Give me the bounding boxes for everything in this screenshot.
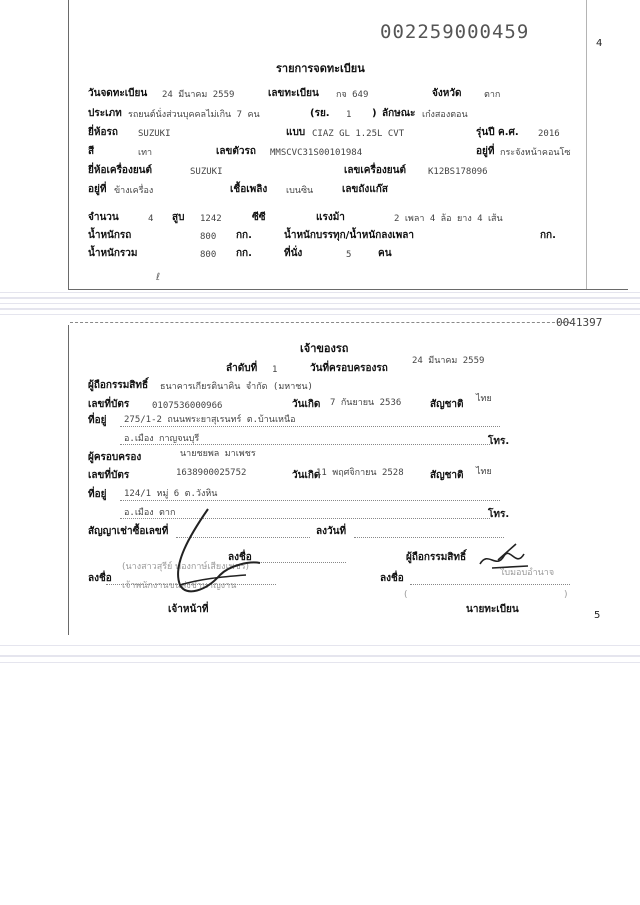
occupant-address-line1: 124/1 หมู่ 6 ต.วังหิน	[124, 489, 218, 499]
vin-location-value: กระจังหน้าคอนโซ	[500, 148, 571, 158]
horsepower-label: แรงม้า	[316, 212, 345, 223]
plate-label: เลขทะเบียน	[268, 88, 319, 99]
axles-wheels-value: 2 เพลา 4 ล้อ ยาง 4 เส้น	[394, 214, 503, 224]
dotted-line	[120, 426, 500, 427]
vin-value: MMSCVC31S00101984	[270, 148, 363, 158]
signature-label-right: ลงชื่อ	[380, 573, 404, 584]
signature-label-left: ลงชื่อ	[88, 573, 112, 584]
owner-signature-image	[476, 540, 536, 576]
dotted-line	[410, 584, 570, 585]
gas-tank-label: เลขถังแก๊ส	[342, 184, 388, 195]
officer-position: เจ้าพนักงานขนส่งชำนาญงาน	[122, 581, 237, 591]
model-label: แบบ	[286, 127, 306, 138]
handwritten-serial-number: 002259000459	[380, 21, 530, 43]
count-value: 4	[148, 214, 154, 224]
brand-label: ยี่ห้อรถ	[88, 127, 118, 138]
officer-role: เจ้าหน้าที่	[168, 604, 209, 615]
engine-number-label: เลขเครื่องยนต์	[344, 165, 406, 176]
occupant-phone-label: โทร.	[488, 509, 510, 520]
dotted-line	[120, 444, 490, 445]
type-value: รถยนต์นั่งส่วนบุคคลไม่เกิน 7 คน	[128, 110, 260, 120]
possession-date-label: วันที่ครอบครองรถ	[310, 363, 388, 374]
page-number: 4	[596, 38, 603, 49]
cc-label: ซีซี	[252, 212, 266, 223]
dotted-line	[120, 500, 500, 501]
registration-date-label: วันจดทะเบียน	[88, 88, 148, 99]
occupant-dob-value: 11 พฤศจิกายน 2528	[316, 468, 404, 478]
officer-signature-image	[160, 505, 300, 605]
province-value: ตาก	[484, 90, 501, 100]
body-value: เก๋งสองตอน	[422, 110, 468, 120]
scan-noise	[0, 303, 640, 304]
engine-brand-value: SUZUKI	[190, 167, 223, 177]
load-weight-label: น้ำหนักบรรทุก/น้ำหนักลงเพลา	[284, 230, 415, 241]
occupant-label: ผู้ครอบครอง	[88, 452, 142, 463]
count-label: จำนวน	[88, 212, 119, 223]
scan-noise	[0, 655, 640, 657]
scan-noise	[0, 292, 640, 293]
registrar-bracket: (	[404, 590, 408, 600]
vin-label: เลขตัวรถ	[216, 146, 256, 157]
scan-noise-number: 0041397	[556, 316, 603, 329]
contract-number-label: สัญญาเช่าซื้อเลขที่	[88, 526, 169, 537]
contract-date-label: ลงวันที่	[316, 526, 347, 537]
occupant-address-line2: อ.เมือง ตาก	[124, 508, 176, 518]
model-value: CIAZ GL 1.25L CVT	[312, 129, 405, 139]
holder-nationality-value: ไทย	[476, 394, 492, 404]
brand-value: SUZUKI	[138, 129, 171, 139]
holder-address-label: ที่อยู่	[88, 415, 107, 426]
scan-noise	[0, 297, 640, 299]
left-margin-line-lower	[68, 325, 69, 635]
signature-label-upper: ลงชื่อ	[228, 552, 252, 563]
engine-number-value: K12BS178096	[428, 167, 488, 177]
officer-name: (นางสาวสุรีย์ ทองกาษ์เสียงเพชร)	[122, 562, 250, 572]
stray-mark: ℓ	[156, 272, 161, 283]
holder-id-value: 0107536000966	[152, 401, 223, 411]
scan-noise	[0, 662, 640, 663]
holder-address-line1: 275/1-2 ถนนพระยาสุเรนทร์ ต.บ้านเหนือ	[124, 415, 296, 425]
weight-unit: กก.	[236, 230, 252, 241]
class-close: )	[372, 108, 377, 119]
possession-date-value: 24 มีนาคม 2559	[412, 356, 485, 366]
weight-value: 800	[200, 232, 217, 242]
engine-location-value: ข้างเครื่อง	[114, 186, 154, 196]
weight-label: น้ำหนักรถ	[88, 230, 132, 241]
seats-value: 5	[346, 250, 352, 260]
holder-value: ธนาคารเกียรตินาคิน จำกัด (มหาชน)	[160, 382, 313, 392]
year-label: รุ่นปี ค.ศ.	[476, 127, 519, 138]
scan-noise	[0, 314, 640, 315]
side-page-number: 5	[594, 610, 601, 621]
holder-phone-label: โทร.	[488, 436, 510, 447]
body-label: ลักษณะ	[382, 108, 416, 119]
color-value: เทา	[138, 148, 153, 158]
registrar-stamp-text: ใบมอบอำนาจ	[500, 568, 555, 578]
occupant-address-label: ที่อยู่	[88, 489, 107, 500]
holder-dob-label: วันเกิด	[292, 399, 321, 410]
owner-section-title: เจ้าของรถ	[300, 342, 349, 355]
engine-brand-label: ยี่ห้อเครื่องยนต์	[88, 165, 153, 176]
dashed-separator	[70, 322, 570, 323]
vin-location-label: อยู่ที่	[476, 146, 495, 157]
color-label: สี	[88, 146, 95, 157]
class-value: 1	[346, 110, 352, 120]
seats-label: ที่นั่ง	[284, 248, 303, 259]
cylinder-value: 1242	[200, 214, 222, 224]
holder-dob-value: 7 กันยายน 2536	[330, 398, 402, 408]
load-weight-unit: กก.	[540, 230, 556, 241]
cylinder-label: สูบ	[172, 212, 185, 223]
seats-unit: คน	[378, 248, 392, 259]
upper-frame-bottom	[68, 289, 628, 290]
occupant-nationality-value: ไทย	[476, 467, 492, 477]
scan-noise	[0, 308, 640, 310]
page-title: รายการจดทะเบียน	[276, 62, 365, 75]
holder-nationality-label: สัญชาติ	[430, 399, 464, 410]
dotted-line	[354, 537, 504, 538]
left-margin-line	[68, 0, 69, 290]
occupant-nationality-label: สัญชาติ	[430, 470, 464, 481]
gross-weight-value: 800	[200, 250, 217, 260]
occupant-value: นายชยพล มาเพชร	[180, 449, 256, 459]
scan-noise	[0, 645, 640, 646]
fuel-label: เชื้อเพลิง	[230, 184, 268, 195]
registrar-bracket: )	[564, 590, 568, 600]
occupant-id-label: เลขที่บัตร	[88, 470, 130, 481]
holder-id-label: เลขที่บัตร	[88, 399, 130, 410]
plate-value: กจ 649	[336, 90, 369, 100]
class-label: (รย.	[310, 108, 330, 119]
registration-date-value: 24 มีนาคม 2559	[162, 90, 235, 100]
type-label: ประเภท	[88, 108, 122, 119]
province-label: จังหวัด	[432, 88, 462, 99]
gross-weight-unit: กก.	[236, 248, 252, 259]
registrar-role: นายทะเบียน	[466, 604, 519, 615]
occupant-id-value: 1638900025752	[176, 468, 247, 478]
engine-location-label: อยู่ที่	[88, 184, 107, 195]
occupant-dob-label: วันเกิด	[292, 470, 321, 481]
year-value: 2016	[538, 129, 560, 139]
owner-signature-label: ผู้ถือกรรมสิทธิ์	[406, 552, 467, 563]
sequence-label: ลำดับที่	[226, 363, 258, 374]
holder-address-line2: อ.เมือง กาญจนบุรี	[124, 434, 200, 444]
gross-weight-label: น้ำหนักรวม	[88, 248, 138, 259]
right-margin-line	[586, 0, 587, 289]
fuel-value: เบนซิน	[286, 186, 314, 196]
holder-label: ผู้ถือกรรมสิทธิ์	[88, 380, 149, 391]
sequence-value: 1	[272, 365, 278, 375]
